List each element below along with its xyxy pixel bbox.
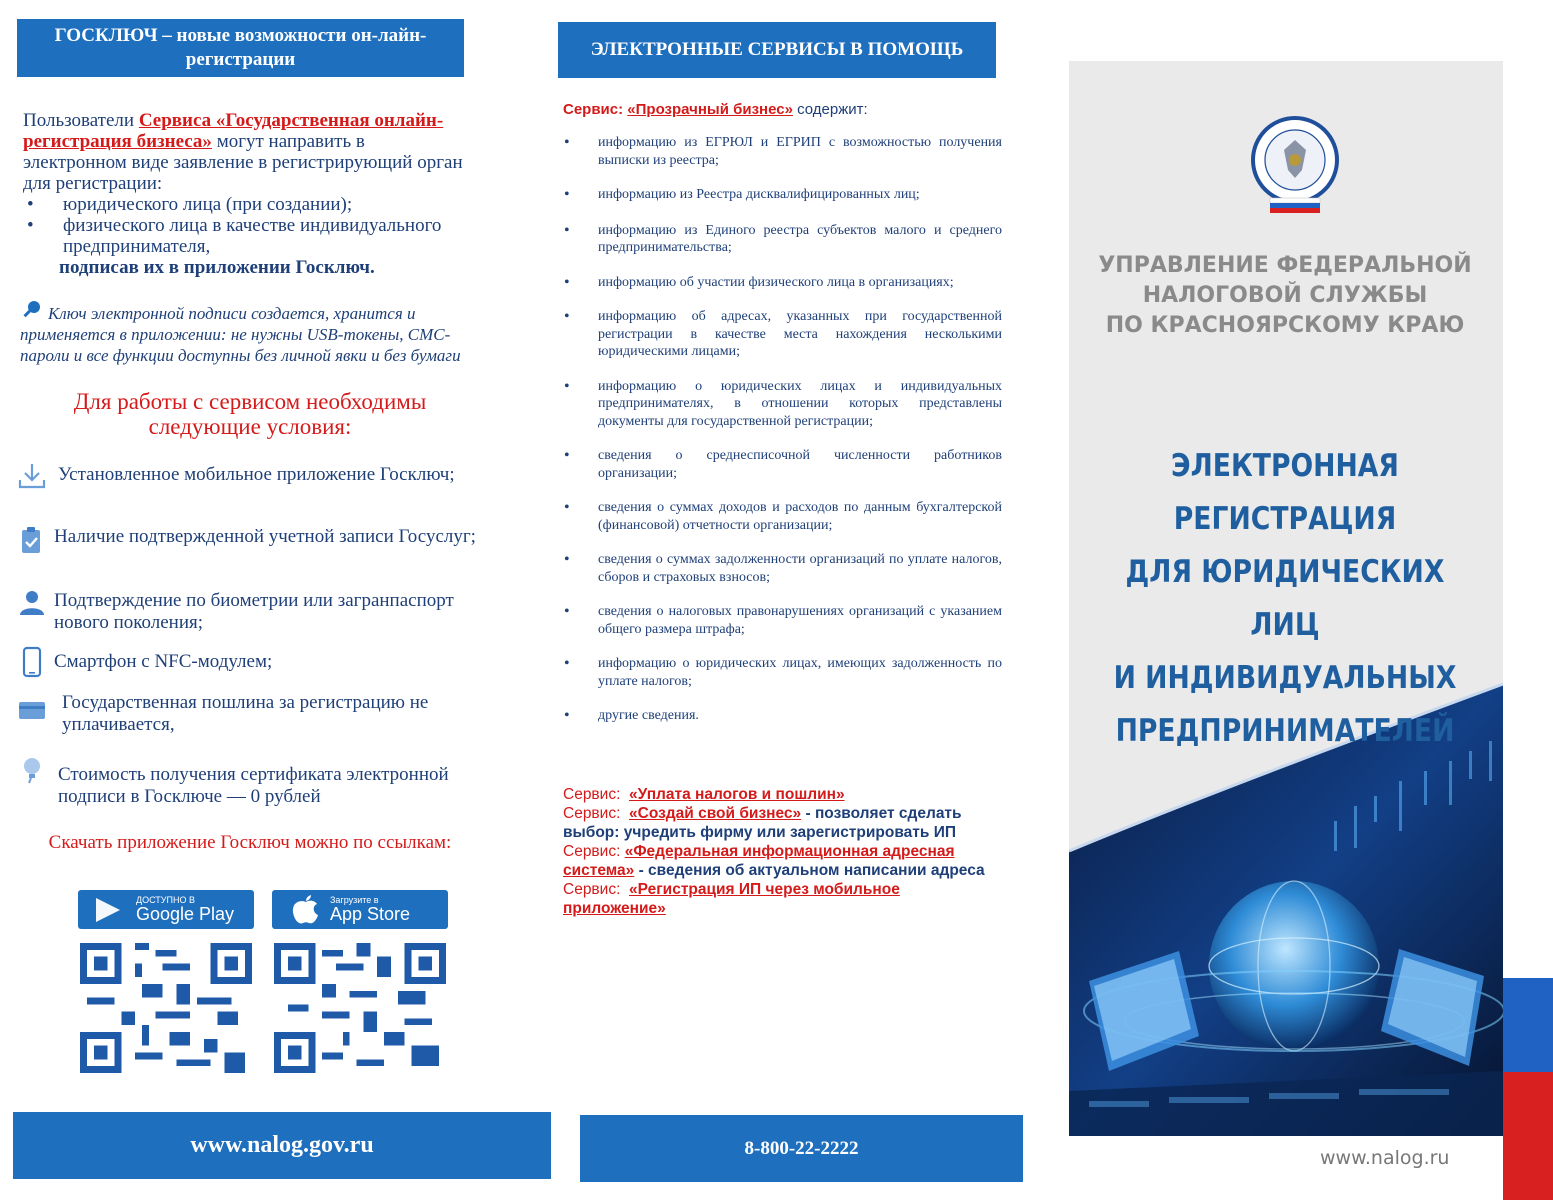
service-suffix: содержит: xyxy=(792,101,868,118)
list-item: • информацию из Единого реестра субъектов малого и среднего предпринимательства; xyxy=(562,222,1002,257)
key-note-text: Ключ электронной подписи создается, хранится и применяется в приложении: не нужны USB-токены, СМС-пароли и все функции доступны без личной явки и без бумаги xyxy=(20,304,461,365)
organization-name xyxy=(1090,251,1480,341)
google-big-text: Google Play xyxy=(136,904,235,924)
service-label: Сервис: xyxy=(563,786,621,803)
ip-mobile-registration-link[interactable]: «Регистрация ИП через мобильное приложение» xyxy=(563,881,900,917)
service-desc: - позволяет сделать выбор: учредить фирму или зарегистрировать ИП xyxy=(563,805,962,841)
apple-small-text: Загрузите в xyxy=(330,895,379,905)
phone-footer[interactable]: 8-800-22-2222 xyxy=(580,1115,1023,1182)
google-play-qr-code[interactable] xyxy=(80,943,252,1073)
cover-title-line: И ИНДИВИДУАЛЬНЫХ xyxy=(1113,660,1457,696)
list-item: • физического лица в качестве индивидуального предпринимателя, xyxy=(23,215,463,257)
fias-link[interactable]: «Федеральная информационная адресная система» xyxy=(563,843,955,879)
app-store-qr-code[interactable] xyxy=(274,943,446,1073)
condition-nfc xyxy=(16,646,486,678)
gos-registration-service-link[interactable]: Сервиса «Государственная онлайн-регистрация бизнеса» xyxy=(23,110,444,152)
app-store-button[interactable] xyxy=(272,890,448,929)
person-icon xyxy=(16,587,48,619)
play-icon xyxy=(90,895,130,925)
bulb-icon xyxy=(16,754,48,786)
smartphone-icon xyxy=(16,646,48,678)
list-item: • сведения о суммах доходов и расходов по данным бухгалтерской (финансовой) отчетности организации; xyxy=(562,499,1002,534)
list-item: • сведения о среднесписочной численности работников организации; xyxy=(562,447,1002,482)
condition-biometry xyxy=(16,587,486,634)
org-line: ПО КРАСНОЯРСКОМУ КРАЮ xyxy=(1105,313,1465,338)
org-line: НАЛОГОВОЙ СЛУЖБЫ xyxy=(1142,283,1428,308)
list-item: • сведения о налоговых правонарушениях организаций с указанием общего размера штрафа; xyxy=(562,603,1002,638)
list-item: • юридического лица (при создании); xyxy=(23,194,463,215)
service-line xyxy=(563,842,1003,880)
condition-app xyxy=(16,460,486,492)
registration-list xyxy=(23,194,463,257)
create-business-link[interactable]: «Создай свой бизнес» xyxy=(629,805,802,822)
service-desc: - сведения об актуальном написании адреса xyxy=(634,862,985,879)
list-item: • информацию об участии физического лица в организациях; xyxy=(562,274,1002,292)
download-icon xyxy=(16,460,48,492)
condition-text: Установленное мобильное приложение Госключ; xyxy=(58,464,455,485)
condition-fee xyxy=(16,692,486,736)
google-play-button[interactable] xyxy=(78,890,254,929)
condition-gosuslugi xyxy=(16,524,486,556)
cover-title-line: ДЛЯ ЮРИДИЧЕСКИХ ЛИЦ xyxy=(1125,554,1445,643)
list-item: • информацию о юридических лицах и индивидуальных предпринимателях, в отношении которых представлены документы для государственной регистрации; xyxy=(562,378,1002,431)
card-icon xyxy=(16,692,48,724)
transparent-business-list xyxy=(562,134,1002,725)
list-item: • информацию из Реестра дисквалифицированных лиц; xyxy=(562,186,1002,204)
fns-emblem-icon xyxy=(1250,112,1340,222)
cover-title-line: ПРЕДПРИНИМАТЕЛЕЙ xyxy=(1115,713,1455,749)
key-icon xyxy=(20,299,42,321)
clipboard-check-icon xyxy=(16,524,48,556)
list-item: • информацию о юридических лицах, имеющих задолженность по уплате налогов; xyxy=(562,655,1002,690)
apple-icon xyxy=(284,894,324,926)
flag-stripe-decoration xyxy=(1503,978,1553,1200)
transparent-business-heading xyxy=(563,101,868,118)
condition-text: Подтверждение по биометрии или загранпаспорт нового поколения; xyxy=(54,590,454,633)
condition-text: Стоимость получения сертификата электронной подписи в Госключе — 0 рублей xyxy=(58,764,449,807)
website-footer[interactable]: www.nalog.gov.ru xyxy=(13,1112,551,1179)
services-title: ЭЛЕКТРОННЫЕ СЕРВИСЫ В ПОМОЩЬ xyxy=(558,22,996,78)
cover-title xyxy=(1113,440,1457,758)
list-item: • сведения о суммах задолженности организаций по уплате налогов, сборов и страховых взносов; xyxy=(562,551,1002,586)
condition-text: Государственная пошлина за регистрацию не уплачивается, xyxy=(62,692,429,735)
service-line xyxy=(563,804,1003,842)
service-line xyxy=(563,880,1003,918)
list-item: • информацию из ЕГРЮЛ и ЕГРИП с возможностью получения выписки из реестра; xyxy=(562,134,1002,169)
tax-payment-link[interactable]: «Уплата налогов и пошлин» xyxy=(629,786,845,803)
service-label: Сервис: xyxy=(563,843,621,860)
service-label: Сервис: xyxy=(563,101,624,118)
google-small-text: ДОСТУПНО В xyxy=(136,895,195,905)
gosklyuch-title: ГОСКЛЮЧ – новые возможности он-лайн-регистрации xyxy=(17,19,464,77)
org-line: УПРАВЛЕНИЕ ФЕДЕРАЛЬНОЙ xyxy=(1098,253,1472,278)
service-label: Сервис: xyxy=(563,881,621,898)
service-line xyxy=(563,785,1003,804)
conditions-title: Для работы с сервисом необходимы следующие условия: xyxy=(73,389,427,439)
cover-website[interactable]: www.nalog.ru xyxy=(1320,1147,1450,1169)
download-title: Скачать приложение Госключ можно по ссылкам: xyxy=(48,832,452,853)
intro-text xyxy=(23,110,463,278)
condition-certificate xyxy=(16,754,486,808)
sign-note: подписав их в приложении Госключ. xyxy=(59,257,375,278)
key-note xyxy=(20,299,480,366)
list-item: • другие сведения. xyxy=(562,707,1002,725)
apple-big-text: App Store xyxy=(330,904,411,924)
cover-title-line: ЭЛЕКТРОННАЯ РЕГИСТРАЦИЯ xyxy=(1171,448,1399,537)
more-services xyxy=(563,785,1003,918)
condition-text: Наличие подтвержденной учетной записи Госуслуг; xyxy=(54,526,476,547)
intro-prefix: Пользователи xyxy=(23,110,139,131)
service-label: Сервис: xyxy=(563,805,621,822)
condition-text: Смартфон с NFC-модулем; xyxy=(54,651,273,672)
list-item: • информацию об адресах, указанных при государственной регистрации в качестве места нахождения несколькими юридическими лицами; xyxy=(562,308,1002,361)
intro-rest: могут направить в электронном виде заявление в регистрирующий орган для регистрации: xyxy=(23,131,463,194)
transparent-business-link[interactable]: «Прозрачный бизнес» xyxy=(627,101,793,118)
